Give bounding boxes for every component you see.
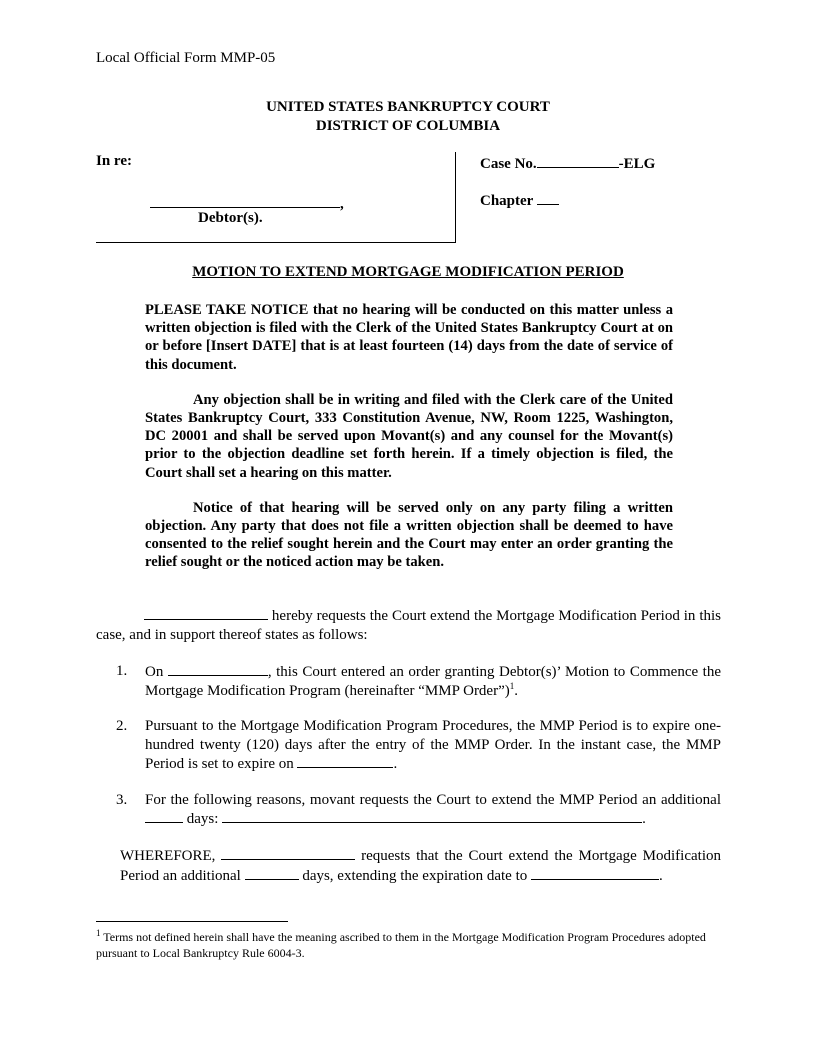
- list-item: [116, 717, 721, 774]
- wherefore-post: days, extending the expiration date to: [298, 867, 531, 884]
- debtor-label: Debtor(s).: [198, 210, 263, 226]
- chapter-label: Chapter: [480, 193, 534, 209]
- notice-paragraph-2: Any objection shall be in writing and filed with the Clerk care of the United States Bankruptcy Court, 333 Constitution Avenue, NW, Room 1225, Washington, DC 20001 and shall be served upon Movant(s) and any counsel for the Movant(s) prior to the objection deadline set forth herein. If a timely objection is filed, the Court shall set a hearing on this matter.: [145, 391, 673, 481]
- movant-blank[interactable]: [144, 606, 268, 620]
- wherefore-date-blank[interactable]: [531, 866, 659, 880]
- wherefore-pre: WHEREFORE,: [120, 848, 222, 864]
- order-date-blank[interactable]: [168, 662, 268, 676]
- court-district: DISTRICT OF COLUMBIA: [315, 118, 501, 134]
- case-no-label: Case No.: [480, 156, 537, 172]
- list-item: [116, 662, 721, 700]
- caption-vertical-rule: [455, 152, 456, 243]
- footnote: [96, 930, 721, 961]
- item1-pre: On: [145, 664, 168, 680]
- item2-pre: Pursuant to the Mortgage Modification Program Procedures, the MMP Period is to expire one-hundred twenty (120) days after the entry of the MMP Order. In the instant case, the MMP Period is set to expire on: [145, 718, 721, 772]
- motion-intro: [96, 606, 721, 644]
- chapter: [480, 190, 559, 210]
- motion-list: [116, 662, 721, 846]
- list-item-number: 1.: [116, 663, 128, 679]
- wherefore-end: .: [659, 867, 663, 884]
- expiry-date-blank[interactable]: [297, 754, 393, 768]
- case-no-suffix: -ELG: [618, 156, 656, 172]
- list-item-number: 2.: [116, 718, 128, 734]
- footnote-separator: [96, 921, 288, 922]
- list-item-number: 3.: [116, 791, 128, 808]
- case-number-blank[interactable]: [537, 153, 619, 168]
- wherefore-clause: [120, 846, 721, 885]
- item1-end: .: [514, 682, 518, 699]
- wherefore-movant-blank[interactable]: [221, 846, 355, 860]
- wherefore-days-blank[interactable]: [245, 866, 299, 880]
- intro-paragraph: [96, 606, 721, 644]
- debtor-comma: ,: [340, 196, 344, 212]
- additional-days-blank[interactable]: [145, 809, 183, 823]
- wherefore-mid: requests that the Court extend the Mortgage Modification Period an additional: [120, 848, 721, 884]
- item1-post: , this Court entered an order granting Debtor(s)’ Motion to Commence the Mortgage Modification Program (hereinafter “MMP Order”): [145, 664, 721, 699]
- notice-block: [145, 301, 673, 589]
- caption-horizontal-rule: [96, 242, 456, 243]
- item3-mid: days:: [183, 811, 223, 827]
- case-number: [480, 153, 655, 173]
- debtor-name-blank[interactable]: [150, 193, 340, 208]
- item3-end: .: [642, 811, 646, 827]
- notice-paragraph-3: Notice of that hearing will be served only on any party filing a written objection. Any party that does not file a written objection shall be deemed to have consented to the relief sought herein and the Court may enter an order granting the relief sought or the noticed action may be taken.: [145, 499, 673, 571]
- notice-paragraph-1: PLEASE TAKE NOTICE that no hearing will be conducted on this matter unless a written objection is filed with the Clerk of the United States Bankruptcy Court at on or before [Insert DATE] that is at least fourteen (14) days from the date of service of this document.: [145, 302, 673, 373]
- form-label: Local Official Form MMP-05: [96, 50, 276, 66]
- court-name: UNITED STATES BANKRUPTCY COURT: [266, 99, 550, 115]
- court-heading: [0, 98, 816, 136]
- footnote-ref: 1: [509, 680, 515, 691]
- chapter-blank[interactable]: [537, 190, 559, 205]
- in-re-label: In re:: [96, 153, 132, 169]
- intro-text: hereby requests the Court extend the Mortgage Modification Period in this case, and in support thereof states as follows:: [96, 608, 721, 643]
- footnote-marker: 1: [96, 928, 101, 938]
- item2-end: .: [393, 756, 398, 772]
- document-title: MOTION TO EXTEND MORTGAGE MODIFICATION PERIOD: [192, 264, 624, 280]
- list-item: [116, 791, 721, 829]
- reasons-blank[interactable]: [222, 809, 642, 823]
- item3-pre: For the following reasons, movant requests the Court to extend the MMP Period an additional: [145, 791, 721, 808]
- footnote-text: Terms not defined herein shall have the meaning ascribed to them in the Mortgage Modification Program Procedures adopted pursuant to Local Bankruptcy Rule 6004-3.: [96, 930, 706, 960]
